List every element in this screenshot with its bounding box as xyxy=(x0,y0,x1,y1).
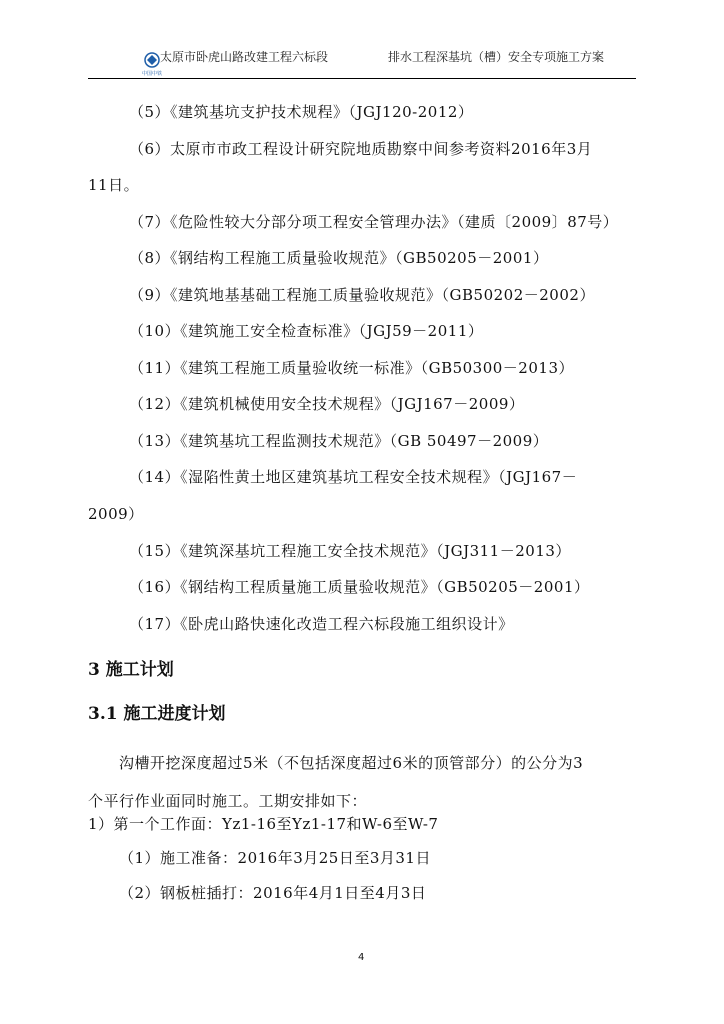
body-paragraph-continuation: 个平行作业面同时施工。工期安排如下： xyxy=(88,792,368,810)
reference-item: （11）《建筑工程施工质量验收统一标准》（GB50300－2013） xyxy=(129,359,574,377)
section-heading: 3 施工计划 xyxy=(88,660,174,680)
header-project-name: 太原市卧虎山路改建工程六标段 xyxy=(160,50,329,64)
reference-item: （12）《建筑机械使用安全技术规程》（JGJ167－2009） xyxy=(129,395,525,413)
page-header xyxy=(88,40,636,79)
reference-item: （16）《钢结构工程质量施工质量验收规范》（GB50205－2001） xyxy=(129,578,590,596)
schedule-item: （2）钢板桩插打：2016年4月1日至4月3日 xyxy=(119,884,427,902)
reference-item: （14）《湿陷性黄土地区建筑基坑工程安全技术规程》（JGJ167－ xyxy=(129,468,578,486)
reference-item: （6）太原市市政工程设计研究院地质勘察中间参考资料2016年3月 xyxy=(129,140,593,158)
work-face-item: 1）第一个工作面：Yz1-16至Yz1-17和W-6至W-7 xyxy=(88,815,439,833)
body-paragraph: 沟槽开挖深度超过5米（不包括深度超过6米的顶管部分）的公分为3 xyxy=(119,754,584,772)
reference-item: （7）《危险性较大分部分项工程安全管理办法》（建质〔2009〕87号） xyxy=(129,213,619,231)
reference-item: （9）《建筑地基基础工程施工质量验收规范》（GB50202－2002） xyxy=(129,286,595,304)
reference-item: （8）《钢结构工程施工质量验收规范》（GB50205－2001） xyxy=(129,249,549,267)
reference-item: （10）《建筑施工安全检查标准》（JGJ59－2011） xyxy=(129,322,484,340)
reference-item-continuation: 11日。 xyxy=(88,176,140,194)
reference-item: （13）《建筑基坑工程监测技术规范》（GB 50497－2009） xyxy=(129,432,549,450)
reference-item: （5）《建筑基坑支护技术规程》（JGJ120-2012） xyxy=(129,103,474,121)
header-document-title: 排水工程深基坑（槽）安全专项施工方案 xyxy=(388,50,605,64)
page-number: 4 xyxy=(358,952,365,963)
logo-text: 中国中铁 xyxy=(141,71,162,77)
reference-item: （17）《卧虎山路快速化改造工程六标段施工组织设计》 xyxy=(129,615,514,633)
schedule-item: （1）施工准备：2016年3月25日至3月31日 xyxy=(119,849,431,867)
reference-item: （15）《建筑深基坑工程施工安全技术规范》（JGJ311－2013） xyxy=(129,542,571,560)
reference-item-continuation: 2009） xyxy=(88,505,144,523)
subsection-heading: 3.1 施工进度计划 xyxy=(88,704,226,724)
